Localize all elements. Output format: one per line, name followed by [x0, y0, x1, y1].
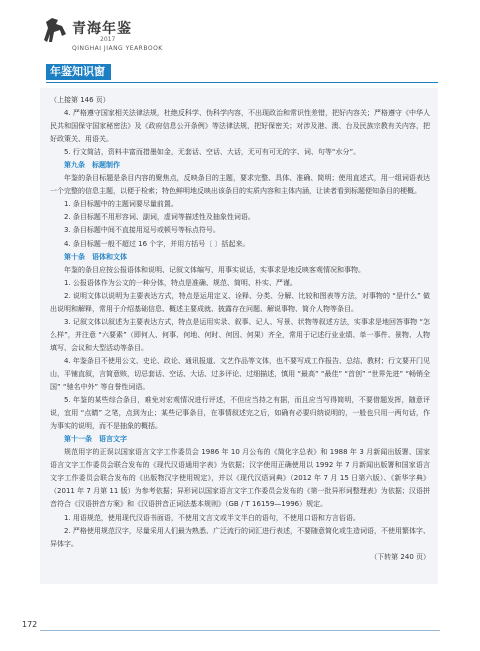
page-number: 172 [22, 620, 38, 629]
paragraph: 1. 公报语体作为公文的一种分体，特点是准确、规范、简明、朴实、严谨。 [64, 278, 297, 287]
paragraph: 2. 条目标题不用形容词、副词，虚词等描述性及抽象性词语。 [64, 213, 255, 222]
paragraph: 4. 严格遵守国家相关法律法规，杜绝反科学、伪科学内容，不出现政治和常识性差错，把好内容关；严格遵守《中华人民共和国保守国家秘密法》及《政府信息公开条例》等法律法规，把好保密关；对涉及港、澳、台及民族宗教有关内容，把好政策关、用语关。 [50, 109, 430, 144]
yearbook-header [40, 12, 460, 58]
paragraph: 4. 条目标题一般不超过 16 个字，并用方括号〔 〕括起来。 [64, 239, 250, 248]
section-tab: 年鉴知识窗 [46, 64, 111, 80]
article-heading: 第九条 标题制作 [64, 161, 120, 170]
paragraph: 5. 年鉴的某些综合条目，难免对宏观情况进行评述，不但应当持之有据，而且应当写得简明，不要借题发挥，随意评说，宜用 “点睛” 之笔，点到为止；某些记事条目，在事情叙述完之后，如确有必要归纳说明的，一般也只用一两句话，作为事实的说明，而不是抽象的概括。 [50, 396, 430, 431]
article-body [50, 94, 430, 564]
paragraph: 4. 年鉴条目不使用公文、史论、政论、通讯报道、文艺作品等文体，也不要写成工作报告、总结、教材；行文要开门见山，平铺直叙，言简意赅，切忌套话、空话、大话、过多评论、过细描述，慎用 “最高” “最佳” “首创” “世界先进” “畅销全国” “驰名中外” 等自誉性词语。 [50, 356, 430, 392]
paragraph: 3. 条目标题中间不直接用逗号或顿号等标点符号。 [64, 226, 220, 235]
paragraph: 规范用字的正误以国家语言文字工作委员会 1986 年 10 月公布的《简化字总表》和 1988 年 3 月新闻出版署、国家语言文字工作委员会联合发布的《现代汉语通用字表》为依据；汉字使用正确使用以 1992 年 7 月新闻出版署和国家语言文字工作委员会联合发布的《出版物汉字使用规定》，并以《现代汉语词典》（2012 年 7 月 15 日第六版）、《新华字典》（2011 年 7 月第 11 版）为参考依据；异形词以国家语言文字工作委员会发布的《第一批异形词整理表》为依据；汉语拼音符合《汉语拼音方案》和《汉语拼音正词法基本规则》（GB / T 16159—1996）规定。 [50, 448, 430, 509]
horse-logo-icon [40, 14, 70, 46]
paragraph: 5. 行文简洁，资料丰富而措墨如金，无套话、空话、大话，无可有可无的字、词、句等“水分”。 [64, 148, 361, 157]
footer-divider [40, 630, 440, 631]
yearbook-title: 青海年鉴 [72, 21, 132, 37]
continued-from: （上接第 146 页） [50, 96, 110, 104]
paragraph: 3. 记叙文体以叙述为主要表达方式，特点是运用实录、叙事、记人、写景、状物等叙述方法，实事求是地回答事物 “怎么样”，并注意 “六要素”（即何人、何事、何地、何时、何因、何果）齐全，常用于记述行业业绩、单一事件、景物、人物填写、会议和大型活动等条目。 [50, 317, 430, 352]
article-heading: 第十条 语体和文体 [64, 252, 127, 261]
paragraph: 1. 条目标题中的主题词要尽量前置。 [64, 200, 178, 209]
paragraph: 1. 用语规范，使用现代汉语书面语，不使用文言文或半文半白的语句，不使用口语和方言俗语。 [64, 513, 360, 522]
article-heading: 第十一条 语言文字 [64, 435, 127, 444]
continued-to: （下转第 240 页） [370, 552, 430, 561]
paragraph: 年鉴的条目应按公报语体和说明、记叙文体编写，用事实说话，实事求是地反映客观情况和事物。 [64, 265, 365, 274]
section-divider [46, 82, 438, 83]
yearbook-subtitle: QINGHAI JIANG YEARBOOK [72, 45, 163, 52]
paragraph: 2. 严格使用规范汉字，尽量采用人们最为熟悉、广泛流行的词汇进行表述，不要随意简化或生造词语，不使用繁体字、异体字。 [50, 526, 430, 548]
paragraph: 2. 说明文体以说明为主要表达方式，特点是运用定义、诠释、分类、分解、比较和图表等方法，对事物的 “是什么” 做出说明和解释，常用于介绍基础信息、概述主要成就、披露存在问题、解说事物、简介人物等条目。 [50, 291, 430, 313]
paragraph: 年鉴的条目标题是条目内容的聚焦点，反映条目的主题，要求完整、具体、准确、简明；使用直述式，用一组词语表达一个完整的信息主题，以便于检索；特色鲜明地反映出该条目的实质内容和主体内涵，让读者看到标题便知条目的梗概。 [50, 174, 430, 196]
yearbook-year: 2017 [100, 36, 116, 43]
last-line-row [50, 525, 430, 551]
